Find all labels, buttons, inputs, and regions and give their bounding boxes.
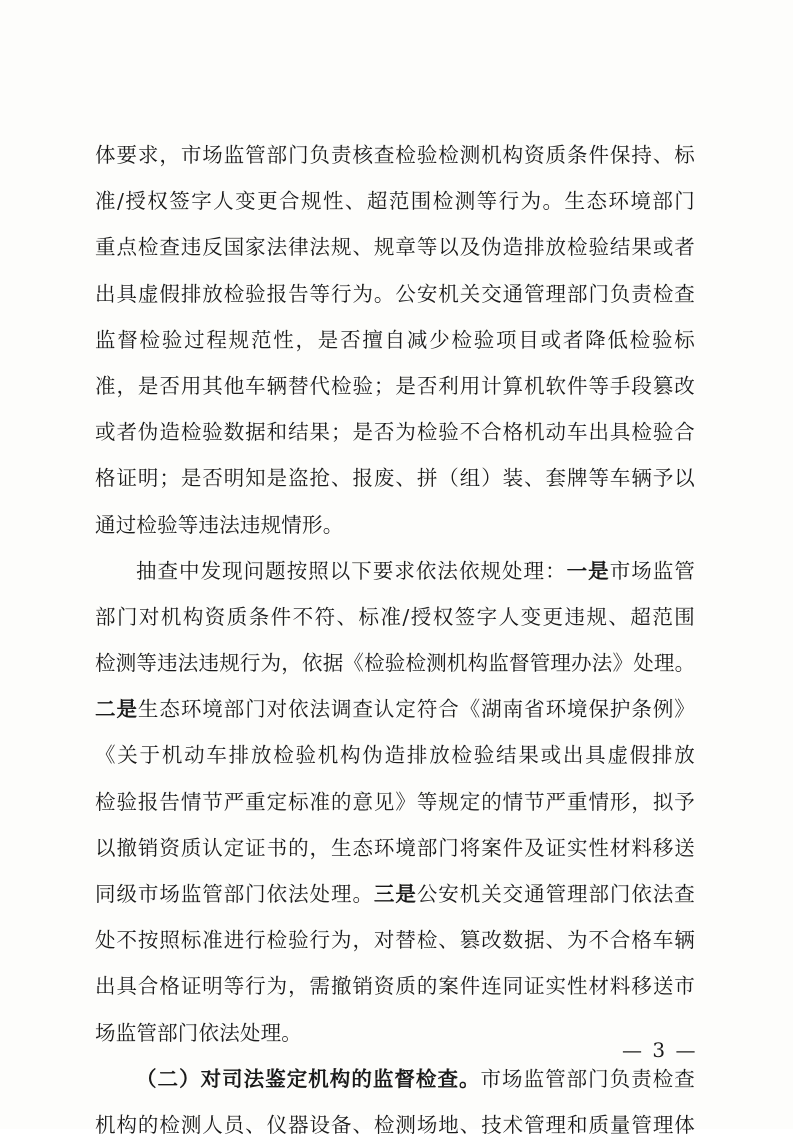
- paragraph-start-line: [95, 548, 695, 594]
- text-line: 通过检验等违法违规情形。: [95, 512, 344, 537]
- text-line: 检验报告情节严重定标准的意见》等规定的情节严重情形，拟予: [95, 789, 695, 814]
- text-line: 部门对机构资质条件不符、标准/授权签字人变更违规、超范围: [95, 604, 695, 629]
- text-line: 机构的检测人员、仪器设备、检测场地、技术管理和质量管理体: [95, 1112, 695, 1137]
- text-line: 《关于机动车排放检验机构伪造排放检验结果或出具虚假排放: [95, 743, 695, 768]
- text-line: 格证明；是否明知是盗抢、报废、拼（组）装、套牌等车辆予以: [95, 466, 695, 491]
- text-segment: 生态环境部门对依法调查认定符合《湖南省环境保护条例》: [137, 697, 696, 722]
- section-heading-line: [95, 1056, 695, 1102]
- text-segment: 市场监管: [609, 558, 695, 583]
- text-line: 体要求，市场监管部门负责核查检验检测机构资质条件保持、标: [95, 143, 695, 167]
- text-line: 准，是否用其他车辆替代检验；是否利用计算机软件等手段篡改: [95, 373, 695, 398]
- text-line: 或者伪造检验数据和结果；是否为检验不合格机动车出具检验合: [95, 420, 695, 445]
- text-segment: 市场监管部门负责检查: [480, 1066, 696, 1091]
- text-line: 准/授权签字人变更合规性、超范围检测等行为。生态环境部门: [95, 189, 695, 214]
- bold-marker-third: 三是: [373, 882, 417, 906]
- text-line: 场监管部门依法处理。: [95, 1020, 302, 1045]
- bold-marker-first: 一是: [566, 558, 610, 583]
- bold-marker-second: 二是: [95, 697, 138, 722]
- text-line: 以撤销资质认定证书的，生态环境部门将案件及证实性材料移送: [95, 835, 695, 860]
- text-line: 检测等违法违规行为，依据《检验检测机构监督管理办法》处理。: [95, 651, 696, 676]
- page-number: — 3 —: [622, 1038, 698, 1062]
- text-line: 出具虚假排放检验报告等行为。公安机关交通管理部门负责检查: [95, 281, 695, 306]
- body-text: [95, 132, 698, 1148]
- section-heading: （二）对司法鉴定机构的监督检查。: [136, 1066, 481, 1091]
- text-segment: 公安机关交通管理部门依法查: [416, 882, 695, 906]
- text-line: 处不按照标准进行检验行为，对替检、篡改数据、为不合格车辆: [95, 928, 695, 953]
- text-segment: 同级市场监管部门依法处理。: [95, 882, 374, 906]
- text-line: 监督检验过程规范性，是否擅自减少检验项目或者降低检验标: [95, 327, 695, 352]
- text-line: [95, 686, 695, 732]
- text-line: 出具合格证明等行为，需撤销资质的案件连同证实性材料移送市: [95, 974, 695, 999]
- text-line: 重点检查违反国家法律法规、规章等以及伪造排放检验结果或者: [95, 235, 695, 260]
- text-line: [95, 871, 695, 917]
- text-segment: 抽查中发现问题按照以下要求依法依规处理：: [136, 558, 567, 583]
